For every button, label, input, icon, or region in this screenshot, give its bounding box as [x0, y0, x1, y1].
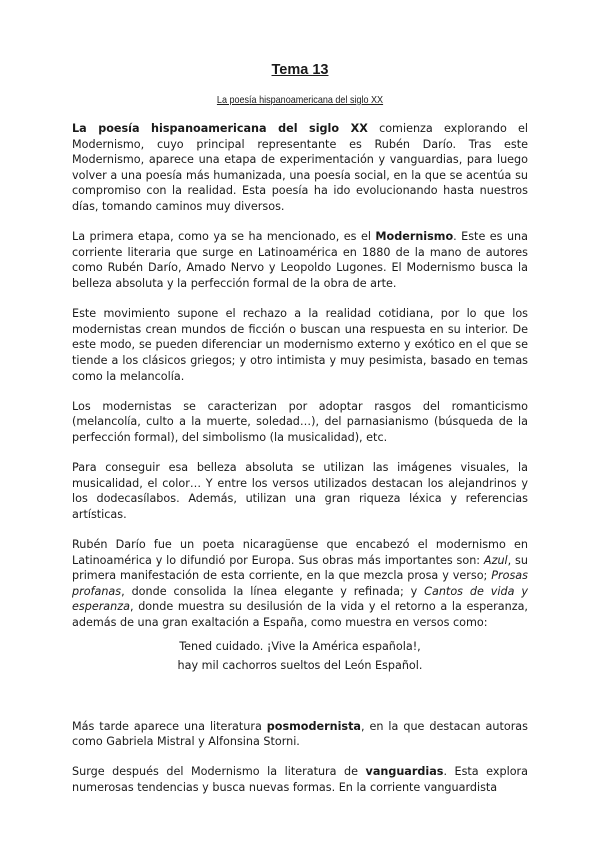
- dario-text-3: , donde consolida la línea elegante y refinada; y: [121, 584, 425, 598]
- dario-work-azul: Azul: [483, 553, 508, 567]
- paragraph-rasgos: Los modernistas se caracterizan por adoptar rasgos del romanticismo (melancolía, culto a la muerte, soledad…), del parnasianismo (búsqueda de la perfección formal), del simbolismo (la musicalidad), etc.: [72, 399, 528, 444]
- document-body: [72, 121, 528, 810]
- dario-work-prosas: Prosas profanas: [72, 569, 528, 598]
- posmodernismo-bold: posmodernista: [266, 719, 361, 733]
- paragraph-ruben-dario: [72, 537, 528, 631]
- paragraph-intro: [72, 121, 528, 215]
- verse-quote: [72, 637, 528, 675]
- paragraph-vanguardias: [72, 764, 528, 795]
- spacer: [72, 675, 528, 719]
- verse-line-1: Tened cuidado. ¡Vive la América española!,: [179, 639, 421, 653]
- paragraph-belleza: Para conseguir esa belleza absoluta se utilizan las imágenes visuales, la musicalidad, el color… Y entre los versos utilizados destacan los alejandrinos y los dodecasílabos. Además, utilizan una gran riqueza léxica y referencias artísticas.: [72, 461, 528, 521]
- verse-line-2: hay mil cachorros sueltos del León Español.: [177, 658, 423, 672]
- vanguardias-text-before: Surge después del Modernismo la literatura de: [72, 765, 366, 779]
- dario-text-1: Rubén Darío fue un poeta nicaragüense que encabezó el modernismo en Latinoamérica y lo difundió por Europa. Sus obras más importantes son:: [72, 538, 528, 567]
- vanguardias-bold: vanguardias: [365, 765, 444, 779]
- dario-text-2: , su primera manifestación de esta corriente, en la que mezcla prosa y verso;: [72, 553, 528, 583]
- page-title: Tema 13: [271, 62, 329, 78]
- posmodernismo-text-before: Más tarde aparece una literatura: [72, 719, 267, 733]
- paragraph-modernismo: [72, 229, 528, 291]
- paragraph-rechazo: Este movimiento supone el rechazo a la realidad cotidiana, por lo que los modernistas crean mundos de ficción o buscan una respuesta en su interior. De este modo, se pueden diferenciar un modernismo externo y exótico en el que se tiende a los clásicos griegos; y otro intimista y muy pesimista, basado en temas como la melancolía.: [72, 307, 528, 383]
- vanguardias-text-after: . Esta explora numerosas tendencias y busca nuevas formas. En la corriente vanguardista: [72, 765, 528, 794]
- modernismo-text-before: La primera etapa, como ya se ha mencionado, es el: [72, 230, 376, 244]
- intro-text: comienza explorando el Modernismo, cuyo principal representante es Rubén Darío. Tras este Modernismo, aparece una etapa de experimentación y vanguardias, para luego volver a una poesía más humanizada, una poesía social, en la que se acentúa su compromiso con la realidad. Esta poesía ha ido evolucionando hasta nuestros días, tomando caminos muy diversos.: [72, 122, 528, 213]
- modernismo-text-after: . Este es una corriente literaria que surge en Latinoamérica en 1880 de la mano de autores como Rubén Darío, Amado Nervo y Leopoldo Lugones. El Modernismo busca la belleza absoluta y la perfección formal de la obra de arte.: [72, 230, 528, 290]
- dario-text-4: , donde muestra su desilusión de la vida y el retorno a la esperanza, además de una gran exaltación a España, como muestra en versos como:: [72, 600, 528, 629]
- dario-work-cantos: Cantos de vida y esperanza: [72, 584, 528, 614]
- modernismo-bold: Modernismo: [375, 230, 454, 244]
- posmodernismo-text-after: , en la que destacan autoras como Gabriela Mistral y Alfonsina Storni.: [72, 719, 528, 749]
- paragraph-posmodernismo: [72, 719, 528, 750]
- page-subtitle: La poesía hispanoamericana del siglo XX: [216, 94, 384, 106]
- intro-bold: La poesía hispanoamericana del siglo XX: [72, 122, 368, 135]
